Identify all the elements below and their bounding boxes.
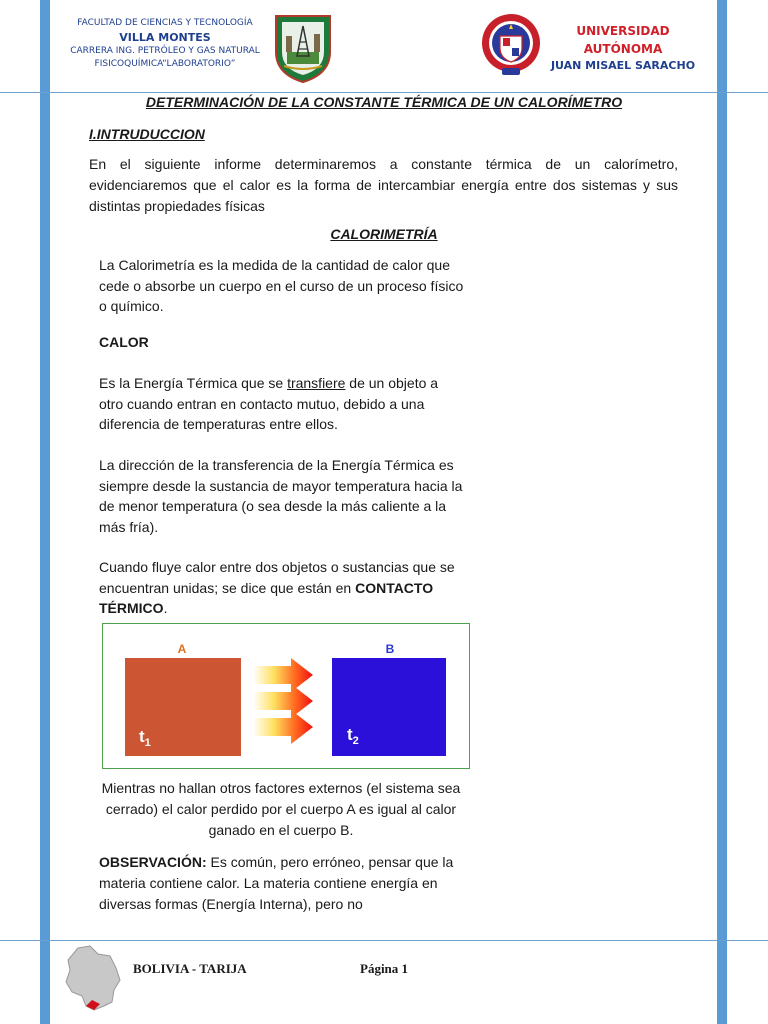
right-border-bar	[717, 0, 727, 1024]
calor-paragraph-1	[99, 373, 464, 435]
heat-arrow-3	[253, 710, 313, 744]
calor-p1-start: Es la Energía Térmica que se	[99, 375, 288, 391]
calor-heading: CALOR	[99, 334, 149, 350]
thermal-contact-diagram	[103, 624, 469, 768]
calorimetria-paragraph: La Calorimetría es la medida de la cantidad de calor que cede o absorbe un cuerpo en el curso de un proceso físico o químico.	[99, 257, 464, 314]
observation-label: OBSERVACIÓN:	[99, 854, 207, 870]
contacto-termico-text: CONTACTO TÉRMICO	[99, 579, 434, 616]
faculty-crest-logo	[272, 12, 334, 84]
subject-line: FISICOQUÍMICA“LABORATORIO”	[94, 59, 236, 69]
temperature-t2-label: $t_2$	[347, 725, 359, 747]
left-border-bar	[40, 0, 50, 1024]
university-header	[538, 22, 708, 74]
body-a-label: A	[177, 642, 187, 656]
calor-paragraph-3	[99, 557, 464, 619]
bolivia-map-icon	[60, 944, 124, 1014]
footer-location: BOLIVIA - TARIJA	[133, 961, 247, 976]
temperature-t1-label: $t_1$	[139, 727, 151, 749]
calor-p1-end: de un objeto a otro cuando entran en contacto mutuo, debido a una diferencia de temperaturas entre ellos.	[99, 375, 439, 432]
header-rule	[0, 92, 768, 93]
university-subname: JUAN MISAEL SARACHO	[550, 59, 696, 72]
figure-caption: Mientras no hallan otros factores externos (el sistema sea cerrado) el calor perdido por el cuerpo A es igual al calor ganado en el cuerpo B.	[101, 780, 461, 838]
campus-line: VILLA MONTES	[119, 31, 211, 44]
calor-paragraph-2: La dirección de la transferencia de la Energía Térmica es siempre desde la sustancia de mayor temperatura hacia la de menor temperatura (o sea desde la más caliente a la más fría).	[99, 457, 463, 535]
university-name: UNIVERSIDAD AUTÓNOMA	[576, 24, 670, 56]
calor-p3-end: .	[163, 600, 168, 616]
heat-arrow-1	[253, 658, 313, 692]
career-line: CARRERA ING. PETRÓLEO Y GAS NATURAL	[70, 46, 260, 56]
observation-text: Es común, pero erróneo, pensar que la materia contiene calor. La materia contiene energía en diversas formas (Energía Interna), pero no	[99, 854, 454, 912]
heat-arrow-2	[253, 684, 313, 718]
footer-rule	[0, 940, 768, 941]
thermal-contact-figure	[102, 623, 470, 769]
page-number: Página 1	[360, 961, 409, 976]
university-seal-logo	[480, 10, 542, 80]
document-title: DETERMINACIÓN DE LA CONSTANTE TÉRMICA DE UN CALORÍMETRO	[145, 94, 623, 110]
body-b-label: B	[385, 642, 395, 656]
transfiere-link[interactable]: transfiere	[287, 375, 346, 391]
faculty-line: FACULTAD DE CIENCIAS Y TECNOLOGÍA	[77, 18, 253, 28]
faculty-header	[58, 17, 272, 71]
calor-p3-start: Cuando fluye calor entre dos objetos o sustancias que se encuentran unidas; se dice que están en	[99, 559, 455, 596]
intro-heading: I.INTRUDUCCION	[89, 126, 205, 142]
calorimetria-heading: CALORIMETRÍA	[330, 226, 438, 242]
observation-paragraph	[99, 852, 464, 915]
intro-paragraph: En el siguiente informe determinaremos a constante térmica de un calorímetro, evidenciaremos que el calor es la forma de intercambiar energía entre dos sistemas y sus distintas propiedades físicas	[89, 156, 678, 214]
